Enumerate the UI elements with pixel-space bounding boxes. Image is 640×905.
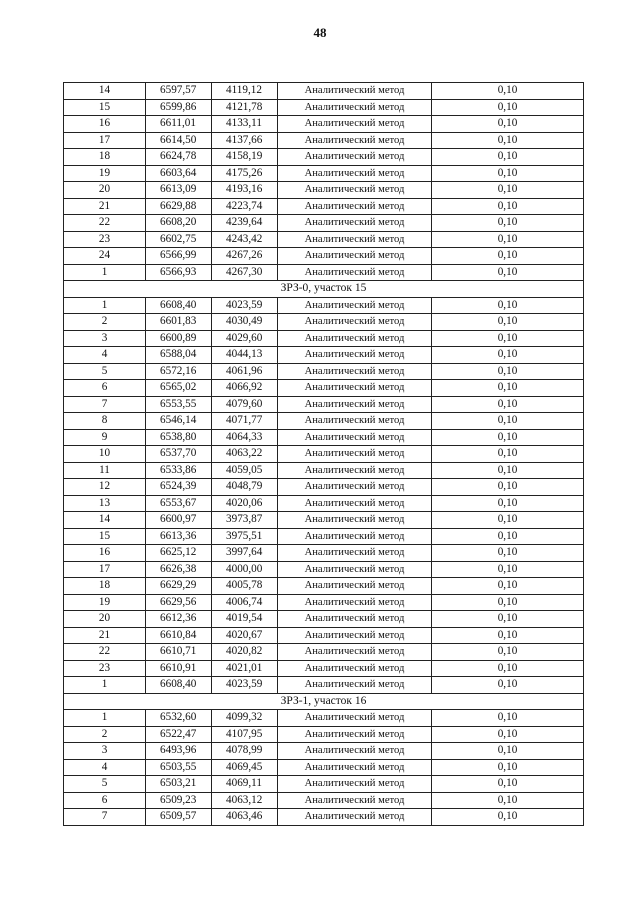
coordinate-y-cell: 4030,49 bbox=[212, 314, 278, 331]
method-cell: Аналитический метод bbox=[278, 330, 432, 347]
coordinate-y-cell: 4078,99 bbox=[212, 743, 278, 760]
table-row bbox=[64, 594, 584, 611]
method-cell: Аналитический метод bbox=[278, 660, 432, 677]
method-cell: Аналитический метод bbox=[278, 594, 432, 611]
table-row bbox=[64, 710, 584, 727]
accuracy-cell: 0,10 bbox=[432, 743, 584, 760]
coordinate-x-cell: 6600,89 bbox=[146, 330, 212, 347]
point-number-cell: 20 bbox=[64, 182, 146, 199]
table-row bbox=[64, 462, 584, 479]
method-cell: Аналитический метод bbox=[278, 264, 432, 281]
method-cell: Аналитический метод bbox=[278, 561, 432, 578]
coordinate-y-cell: 4079,60 bbox=[212, 396, 278, 413]
coordinate-y-cell: 4023,59 bbox=[212, 297, 278, 314]
point-number-cell: 20 bbox=[64, 611, 146, 628]
accuracy-cell: 0,10 bbox=[432, 578, 584, 595]
point-number-cell: 17 bbox=[64, 561, 146, 578]
table-row bbox=[64, 363, 584, 380]
method-cell: Аналитический метод bbox=[278, 363, 432, 380]
table-row bbox=[64, 413, 584, 430]
table-row bbox=[64, 578, 584, 595]
table-row bbox=[64, 380, 584, 397]
table-row bbox=[64, 446, 584, 463]
method-cell: Аналитический метод bbox=[278, 314, 432, 331]
point-number-cell: 18 bbox=[64, 149, 146, 166]
coordinate-x-cell: 6608,20 bbox=[146, 215, 212, 232]
method-cell: Аналитический метод bbox=[278, 215, 432, 232]
coordinate-y-cell: 4158,19 bbox=[212, 149, 278, 166]
method-cell: Аналитический метод bbox=[278, 99, 432, 116]
coordinate-y-cell: 4029,60 bbox=[212, 330, 278, 347]
method-cell: Аналитический метод bbox=[278, 149, 432, 166]
coordinate-x-cell: 6613,09 bbox=[146, 182, 212, 199]
method-cell: Аналитический метод bbox=[278, 462, 432, 479]
point-number-cell: 1 bbox=[64, 677, 146, 694]
coordinate-x-cell: 6614,50 bbox=[146, 132, 212, 149]
point-number-cell: 23 bbox=[64, 231, 146, 248]
point-number-cell: 4 bbox=[64, 759, 146, 776]
accuracy-cell: 0,10 bbox=[432, 660, 584, 677]
coordinate-y-cell: 4071,77 bbox=[212, 413, 278, 430]
coordinate-y-cell: 3973,87 bbox=[212, 512, 278, 529]
coordinate-x-cell: 6601,83 bbox=[146, 314, 212, 331]
accuracy-cell: 0,10 bbox=[432, 380, 584, 397]
method-cell: Аналитический метод bbox=[278, 165, 432, 182]
table-row bbox=[64, 726, 584, 743]
accuracy-cell: 0,10 bbox=[432, 165, 584, 182]
coordinate-x-cell: 6597,57 bbox=[146, 83, 212, 100]
point-number-cell: 21 bbox=[64, 198, 146, 215]
method-cell: Аналитический метод bbox=[278, 248, 432, 265]
point-number-cell: 22 bbox=[64, 215, 146, 232]
coordinate-y-cell: 4099,32 bbox=[212, 710, 278, 727]
page-number: 48 bbox=[313, 25, 327, 40]
accuracy-cell: 0,10 bbox=[432, 710, 584, 727]
coordinate-x-cell: 6553,67 bbox=[146, 495, 212, 512]
table-row bbox=[64, 759, 584, 776]
coordinate-y-cell: 4267,26 bbox=[212, 248, 278, 265]
coordinate-y-cell: 4059,05 bbox=[212, 462, 278, 479]
accuracy-cell: 0,10 bbox=[432, 677, 584, 694]
coordinate-y-cell: 4223,74 bbox=[212, 198, 278, 215]
table-row bbox=[64, 264, 584, 281]
table-row bbox=[64, 132, 584, 149]
coordinate-x-cell: 6600,97 bbox=[146, 512, 212, 529]
coordinate-x-cell: 6629,56 bbox=[146, 594, 212, 611]
accuracy-cell: 0,10 bbox=[432, 215, 584, 232]
method-cell: Аналитический метод bbox=[278, 578, 432, 595]
coordinate-x-cell: 6629,88 bbox=[146, 198, 212, 215]
accuracy-cell: 0,10 bbox=[432, 462, 584, 479]
accuracy-cell: 0,10 bbox=[432, 413, 584, 430]
coordinate-x-cell: 6610,71 bbox=[146, 644, 212, 661]
method-cell: Аналитический метод bbox=[278, 347, 432, 364]
table-row bbox=[64, 182, 584, 199]
accuracy-cell: 0,10 bbox=[432, 561, 584, 578]
coordinate-x-cell: 6546,14 bbox=[146, 413, 212, 430]
section-header-row bbox=[64, 281, 584, 298]
coordinate-y-cell: 4193,16 bbox=[212, 182, 278, 199]
coordinate-y-cell: 4021,01 bbox=[212, 660, 278, 677]
accuracy-cell: 0,10 bbox=[432, 809, 584, 826]
point-number-cell: 10 bbox=[64, 446, 146, 463]
table-row bbox=[64, 429, 584, 446]
coordinate-y-cell: 4121,78 bbox=[212, 99, 278, 116]
table-row bbox=[64, 347, 584, 364]
coordinate-y-cell: 3997,64 bbox=[212, 545, 278, 562]
point-number-cell: 6 bbox=[64, 792, 146, 809]
accuracy-cell: 0,10 bbox=[432, 132, 584, 149]
table-row bbox=[64, 314, 584, 331]
table-row bbox=[64, 215, 584, 232]
coordinate-y-cell: 4267,30 bbox=[212, 264, 278, 281]
accuracy-cell: 0,10 bbox=[432, 182, 584, 199]
accuracy-cell: 0,10 bbox=[432, 528, 584, 545]
table-row bbox=[64, 116, 584, 133]
coordinate-x-cell: 6602,75 bbox=[146, 231, 212, 248]
coordinate-x-cell: 6537,70 bbox=[146, 446, 212, 463]
coordinate-x-cell: 6538,80 bbox=[146, 429, 212, 446]
coordinate-y-cell: 4069,11 bbox=[212, 776, 278, 793]
method-cell: Аналитический метод bbox=[278, 545, 432, 562]
coordinate-y-cell: 4044,13 bbox=[212, 347, 278, 364]
method-cell: Аналитический метод bbox=[278, 792, 432, 809]
method-cell: Аналитический метод bbox=[278, 429, 432, 446]
table-row bbox=[64, 528, 584, 545]
method-cell: Аналитический метод bbox=[278, 627, 432, 644]
method-cell: Аналитический метод bbox=[278, 479, 432, 496]
method-cell: Аналитический метод bbox=[278, 512, 432, 529]
coordinate-x-cell: 6608,40 bbox=[146, 677, 212, 694]
point-number-cell: 6 bbox=[64, 380, 146, 397]
table-row bbox=[64, 248, 584, 265]
coordinate-y-cell: 3975,51 bbox=[212, 528, 278, 545]
point-number-cell: 21 bbox=[64, 627, 146, 644]
method-cell: Аналитический метод bbox=[278, 83, 432, 100]
table-row bbox=[64, 561, 584, 578]
coordinate-x-cell: 6624,78 bbox=[146, 149, 212, 166]
accuracy-cell: 0,10 bbox=[432, 264, 584, 281]
method-cell: Аналитический метод bbox=[278, 809, 432, 826]
table-row bbox=[64, 792, 584, 809]
point-number-cell: 16 bbox=[64, 545, 146, 562]
method-cell: Аналитический метод bbox=[278, 446, 432, 463]
coordinate-x-cell: 6509,57 bbox=[146, 809, 212, 826]
coordinate-x-cell: 6572,16 bbox=[146, 363, 212, 380]
point-number-cell: 9 bbox=[64, 429, 146, 446]
point-number-cell: 5 bbox=[64, 363, 146, 380]
coordinate-y-cell: 4063,12 bbox=[212, 792, 278, 809]
method-cell: Аналитический метод bbox=[278, 495, 432, 512]
accuracy-cell: 0,10 bbox=[432, 198, 584, 215]
point-number-cell: 19 bbox=[64, 165, 146, 182]
point-number-cell: 8 bbox=[64, 413, 146, 430]
point-number-cell: 15 bbox=[64, 99, 146, 116]
accuracy-cell: 0,10 bbox=[432, 627, 584, 644]
accuracy-cell: 0,10 bbox=[432, 594, 584, 611]
point-number-cell: 16 bbox=[64, 116, 146, 133]
coordinate-x-cell: 6626,38 bbox=[146, 561, 212, 578]
accuracy-cell: 0,10 bbox=[432, 479, 584, 496]
coordinate-x-cell: 6610,91 bbox=[146, 660, 212, 677]
coordinate-y-cell: 4119,12 bbox=[212, 83, 278, 100]
coordinate-x-cell: 6612,36 bbox=[146, 611, 212, 628]
table-row bbox=[64, 479, 584, 496]
method-cell: Аналитический метод bbox=[278, 198, 432, 215]
point-number-cell: 14 bbox=[64, 512, 146, 529]
accuracy-cell: 0,10 bbox=[432, 759, 584, 776]
table-row bbox=[64, 809, 584, 826]
table-row bbox=[64, 627, 584, 644]
coordinate-y-cell: 4020,06 bbox=[212, 495, 278, 512]
table-row bbox=[64, 231, 584, 248]
coordinate-y-cell: 4175,26 bbox=[212, 165, 278, 182]
method-cell: Аналитический метод bbox=[278, 776, 432, 793]
coordinate-y-cell: 4063,46 bbox=[212, 809, 278, 826]
method-cell: Аналитический метод bbox=[278, 644, 432, 661]
point-number-cell: 13 bbox=[64, 495, 146, 512]
point-number-cell: 3 bbox=[64, 743, 146, 760]
point-number-cell: 4 bbox=[64, 347, 146, 364]
coordinate-x-cell: 6509,23 bbox=[146, 792, 212, 809]
point-number-cell: 14 bbox=[64, 83, 146, 100]
table-row bbox=[64, 545, 584, 562]
point-number-cell: 19 bbox=[64, 594, 146, 611]
section-header-row bbox=[64, 693, 584, 710]
point-number-cell: 17 bbox=[64, 132, 146, 149]
point-number-cell: 5 bbox=[64, 776, 146, 793]
accuracy-cell: 0,10 bbox=[432, 149, 584, 166]
method-cell: Аналитический метод bbox=[278, 710, 432, 727]
method-cell: Аналитический метод bbox=[278, 611, 432, 628]
method-cell: Аналитический метод bbox=[278, 413, 432, 430]
coordinate-x-cell: 6532,60 bbox=[146, 710, 212, 727]
accuracy-cell: 0,10 bbox=[432, 446, 584, 463]
coordinate-y-cell: 4006,74 bbox=[212, 594, 278, 611]
section-title: ЗРЗ-0, участок 15 bbox=[64, 281, 584, 298]
accuracy-cell: 0,10 bbox=[432, 644, 584, 661]
point-number-cell: 22 bbox=[64, 644, 146, 661]
coordinate-x-cell: 6533,86 bbox=[146, 462, 212, 479]
table-row bbox=[64, 396, 584, 413]
method-cell: Аналитический метод bbox=[278, 726, 432, 743]
table-row bbox=[64, 165, 584, 182]
accuracy-cell: 0,10 bbox=[432, 726, 584, 743]
table-row bbox=[64, 99, 584, 116]
accuracy-cell: 0,10 bbox=[432, 330, 584, 347]
table-row bbox=[64, 644, 584, 661]
point-number-cell: 11 bbox=[64, 462, 146, 479]
accuracy-cell: 0,10 bbox=[432, 83, 584, 100]
point-number-cell: 3 bbox=[64, 330, 146, 347]
table-row bbox=[64, 330, 584, 347]
point-number-cell: 1 bbox=[64, 710, 146, 727]
method-cell: Аналитический метод bbox=[278, 743, 432, 760]
table-row bbox=[64, 512, 584, 529]
accuracy-cell: 0,10 bbox=[432, 347, 584, 364]
coordinate-x-cell: 6565,02 bbox=[146, 380, 212, 397]
coordinate-x-cell: 6611,01 bbox=[146, 116, 212, 133]
table-row bbox=[64, 611, 584, 628]
coordinates-table bbox=[63, 82, 584, 826]
coordinate-x-cell: 6566,93 bbox=[146, 264, 212, 281]
coordinate-y-cell: 4020,67 bbox=[212, 627, 278, 644]
accuracy-cell: 0,10 bbox=[432, 116, 584, 133]
coordinate-y-cell: 4243,42 bbox=[212, 231, 278, 248]
coordinate-x-cell: 6629,29 bbox=[146, 578, 212, 595]
accuracy-cell: 0,10 bbox=[432, 297, 584, 314]
accuracy-cell: 0,10 bbox=[432, 396, 584, 413]
table-row bbox=[64, 149, 584, 166]
point-number-cell: 1 bbox=[64, 264, 146, 281]
point-number-cell: 24 bbox=[64, 248, 146, 265]
point-number-cell: 7 bbox=[64, 809, 146, 826]
accuracy-cell: 0,10 bbox=[432, 99, 584, 116]
point-number-cell: 23 bbox=[64, 660, 146, 677]
point-number-cell: 12 bbox=[64, 479, 146, 496]
coordinate-y-cell: 4063,22 bbox=[212, 446, 278, 463]
coordinate-x-cell: 6553,55 bbox=[146, 396, 212, 413]
coordinate-y-cell: 4020,82 bbox=[212, 644, 278, 661]
method-cell: Аналитический метод bbox=[278, 759, 432, 776]
coordinate-x-cell: 6522,47 bbox=[146, 726, 212, 743]
point-number-cell: 1 bbox=[64, 297, 146, 314]
coordinate-y-cell: 4133,11 bbox=[212, 116, 278, 133]
coordinates-table-body bbox=[64, 83, 584, 826]
coordinate-x-cell: 6588,04 bbox=[146, 347, 212, 364]
coordinate-x-cell: 6610,84 bbox=[146, 627, 212, 644]
accuracy-cell: 0,10 bbox=[432, 363, 584, 380]
method-cell: Аналитический метод bbox=[278, 231, 432, 248]
accuracy-cell: 0,10 bbox=[432, 512, 584, 529]
accuracy-cell: 0,10 bbox=[432, 545, 584, 562]
method-cell: Аналитический метод bbox=[278, 380, 432, 397]
coordinate-x-cell: 6625,12 bbox=[146, 545, 212, 562]
section-title: ЗРЗ-1, участок 16 bbox=[64, 693, 584, 710]
accuracy-cell: 0,10 bbox=[432, 314, 584, 331]
method-cell: Аналитический метод bbox=[278, 677, 432, 694]
table-row bbox=[64, 776, 584, 793]
coordinate-y-cell: 4064,33 bbox=[212, 429, 278, 446]
coordinate-y-cell: 4005,78 bbox=[212, 578, 278, 595]
accuracy-cell: 0,10 bbox=[432, 248, 584, 265]
table-row bbox=[64, 83, 584, 100]
method-cell: Аналитический метод bbox=[278, 132, 432, 149]
point-number-cell: 7 bbox=[64, 396, 146, 413]
method-cell: Аналитический метод bbox=[278, 116, 432, 133]
coordinate-x-cell: 6613,36 bbox=[146, 528, 212, 545]
method-cell: Аналитический метод bbox=[278, 182, 432, 199]
table-row bbox=[64, 198, 584, 215]
coordinate-y-cell: 4239,64 bbox=[212, 215, 278, 232]
method-cell: Аналитический метод bbox=[278, 297, 432, 314]
coordinate-x-cell: 6503,55 bbox=[146, 759, 212, 776]
coordinate-y-cell: 4069,45 bbox=[212, 759, 278, 776]
coordinate-y-cell: 4137,66 bbox=[212, 132, 278, 149]
point-number-cell: 18 bbox=[64, 578, 146, 595]
coordinate-x-cell: 6503,21 bbox=[146, 776, 212, 793]
accuracy-cell: 0,10 bbox=[432, 776, 584, 793]
table-row bbox=[64, 677, 584, 694]
coordinate-y-cell: 4107,95 bbox=[212, 726, 278, 743]
coordinate-x-cell: 6608,40 bbox=[146, 297, 212, 314]
point-number-cell: 2 bbox=[64, 314, 146, 331]
coordinate-y-cell: 4061,96 bbox=[212, 363, 278, 380]
table-row bbox=[64, 297, 584, 314]
coordinate-y-cell: 4023,59 bbox=[212, 677, 278, 694]
coordinate-x-cell: 6524,39 bbox=[146, 479, 212, 496]
method-cell: Аналитический метод bbox=[278, 396, 432, 413]
coordinate-y-cell: 4048,79 bbox=[212, 479, 278, 496]
table-row bbox=[64, 495, 584, 512]
point-number-cell: 15 bbox=[64, 528, 146, 545]
point-number-cell: 2 bbox=[64, 726, 146, 743]
accuracy-cell: 0,10 bbox=[432, 611, 584, 628]
coordinate-x-cell: 6493,96 bbox=[146, 743, 212, 760]
coordinate-y-cell: 4066,92 bbox=[212, 380, 278, 397]
table-row bbox=[64, 660, 584, 677]
accuracy-cell: 0,10 bbox=[432, 429, 584, 446]
coordinate-x-cell: 6566,99 bbox=[146, 248, 212, 265]
accuracy-cell: 0,10 bbox=[432, 231, 584, 248]
method-cell: Аналитический метод bbox=[278, 528, 432, 545]
coordinate-x-cell: 6599,86 bbox=[146, 99, 212, 116]
coordinate-y-cell: 4019,54 bbox=[212, 611, 278, 628]
accuracy-cell: 0,10 bbox=[432, 495, 584, 512]
accuracy-cell: 0,10 bbox=[432, 792, 584, 809]
coordinate-y-cell: 4000,00 bbox=[212, 561, 278, 578]
table-row bbox=[64, 743, 584, 760]
coordinate-x-cell: 6603,64 bbox=[146, 165, 212, 182]
